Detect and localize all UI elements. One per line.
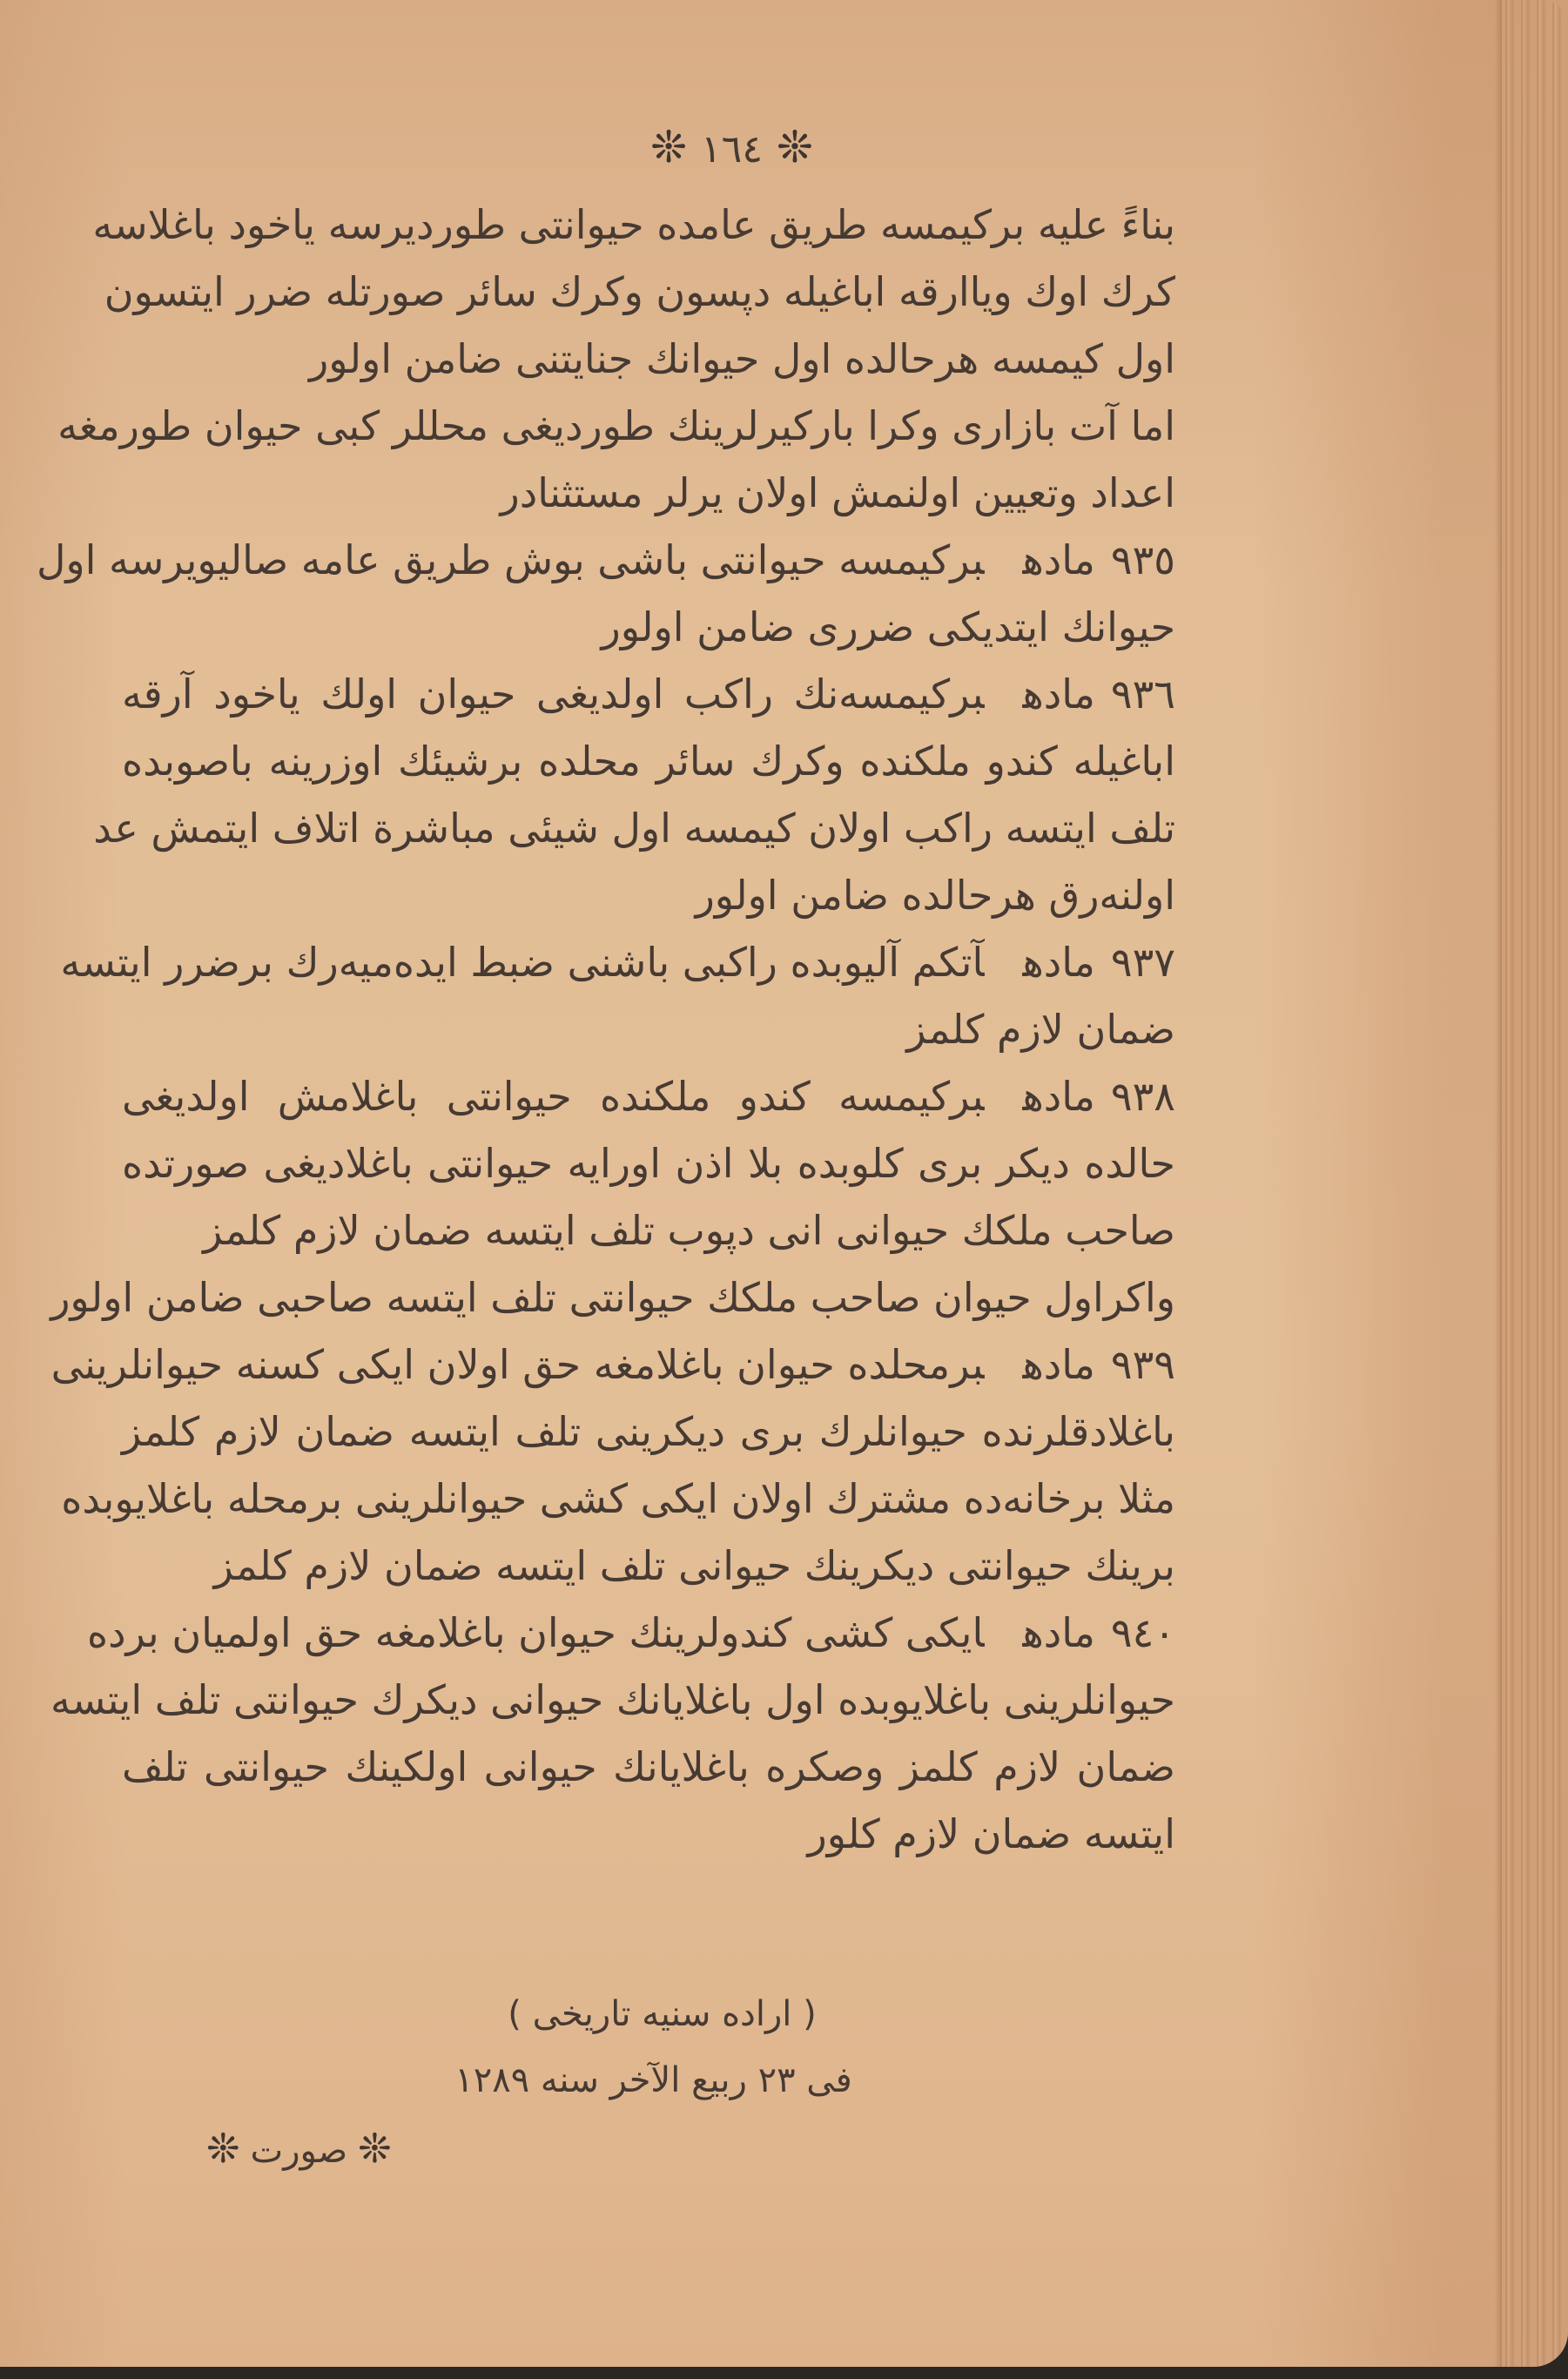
- text-line: برینك حیوانتی دیکرینك حیوانی تلف ایتسه ضمان لازم کلمز: [213, 1542, 1175, 1589]
- article-label: ماده: [1022, 1073, 1095, 1120]
- article-number: ٩٣٥: [1110, 536, 1175, 583]
- article-label: ماده: [1022, 536, 1095, 583]
- article-number: ٩٣٧: [1110, 939, 1175, 986]
- copy-label: صورت: [250, 2131, 348, 2171]
- text-line: اول کیمسه هرحالده اول حیوانك جنایتنی ضامن اولور: [309, 335, 1175, 382]
- ornament-icon: ❊: [358, 2125, 392, 2172]
- text-line: ضمان لازم کلمز: [906, 1006, 1175, 1053]
- article-939: [50, 1331, 1175, 1398]
- article-number: ٩٤٠: [1110, 1609, 1175, 1656]
- article-label: ماده: [1022, 1609, 1095, 1656]
- text-line: ضمان لازم کلمز وصکره باغلایانك حیوانی اولکینك حیوانتی تلف: [122, 1743, 1175, 1790]
- page-number: ١٦٤: [701, 127, 763, 172]
- article-number: ٩٣٩: [1110, 1341, 1175, 1388]
- text-line: صاحب ملکك حیوانی انی دپوب تلف ایتسه ضمان لازم کلمز: [203, 1207, 1175, 1254]
- text-line: کرك اوك ویاارقه اباغیله دپسون وکرك سائر صورتله ضرر ایتسون: [104, 268, 1175, 315]
- text-line: اعداد وتعیین اولنمش اولان یرلر مستثنادر: [500, 469, 1175, 516]
- article-935: [37, 527, 1175, 594]
- text-line: باغلادقلرنده حیوانلرك بری دیکرینی تلف ایتسه ضمان لازم کلمز: [122, 1408, 1175, 1455]
- article-938: [122, 1063, 1175, 1130]
- text-line: اباغیله کندو ملکنده وکرك سائر محلده برشیئك اوزرینه باصوبده: [122, 738, 1175, 785]
- article-label: ماده: [1022, 939, 1095, 986]
- article-number: ٩٣٦: [1110, 671, 1175, 718]
- decree-title: ( اراده سنیه تاریخی ): [508, 1994, 817, 2034]
- text-line: واکراول حیوان صاحب ملکك حیوانتی تلف ایتسه صاحبی ضامن اولور: [50, 1274, 1175, 1321]
- article-text: ایکی کشی کندولرینك حیوان باغلامغه حق اولمیان برده: [86, 1609, 985, 1656]
- ornament-icon: ❊: [206, 2125, 240, 2172]
- article-940: [86, 1600, 1175, 1667]
- article-937: [60, 929, 1175, 996]
- text-line: بناءً علیه برکیمسه طریق عامده حیوانتی طوردیرسه یاخود باغلاسه: [92, 201, 1175, 248]
- article-label: ماده: [1022, 1341, 1095, 1388]
- text-line: حالده دیکر بری کلوبده بلا اذن اورایه حیوانتی باغلادیغی صورتده: [122, 1140, 1175, 1187]
- text-line: حیوانك ایتدیکی ضرری ضامن اولور: [601, 603, 1175, 650]
- text-line: تلف ایتسه راکب اولان کیمسه اول شیئی مباشرة اتلاف ایتمش عد: [93, 805, 1175, 852]
- article-text: برمحلده حیوان باغلامغه حق اولان ایکی کسنه حیوانلرینی: [50, 1341, 985, 1388]
- text-line: اما آت بازاری وکرا بارکیرلرینك طوردیغی محللر کبی حیوان طورمغه: [57, 402, 1175, 449]
- article-text: برکیمسه کندو ملکنده حیوانتی باغلامش اولدیغی: [122, 1073, 985, 1120]
- article-label: ماده: [1022, 671, 1095, 718]
- article-text: آتکم آلیوبده راکبی باشنی ضبط ایده‌میه‌رك برضرر ایتسه: [60, 939, 985, 986]
- ornament-icon: ❊: [650, 122, 688, 172]
- decree-date: فی ٢٣ ربیع الآخر سنه ١٢٨٩: [454, 2060, 852, 2100]
- text-line: ایتسه ضمان لازم کلور: [807, 1810, 1175, 1857]
- article-936: [122, 661, 1175, 728]
- article-text: برکیمسه‌نك راکب اولدیغی حیوان اولك یاخود آرقه: [122, 671, 985, 718]
- copy-mark: [196, 2125, 402, 2172]
- body-text: [37, 192, 1175, 1868]
- text-line: حیوانلرینی باغلایوبده اول باغلایانك حیوانی دیکرك حیوانتی تلف ایتسه: [50, 1676, 1175, 1723]
- text-line: مثلا برخانه‌ده مشترك اولان ایکی کشی حیوانلرینی برمحله باغلایوبده: [61, 1475, 1175, 1522]
- page-header: [0, 122, 1568, 172]
- text-line: اولنه‌رق هرحالده ضامن اولور: [695, 872, 1175, 919]
- article-text: برکیمسه حیوانتی باشی بوش طریق عامه صالیویرسه اول: [37, 536, 985, 583]
- article-number: ٩٣٨: [1110, 1073, 1175, 1120]
- ornament-icon: ❊: [776, 122, 813, 172]
